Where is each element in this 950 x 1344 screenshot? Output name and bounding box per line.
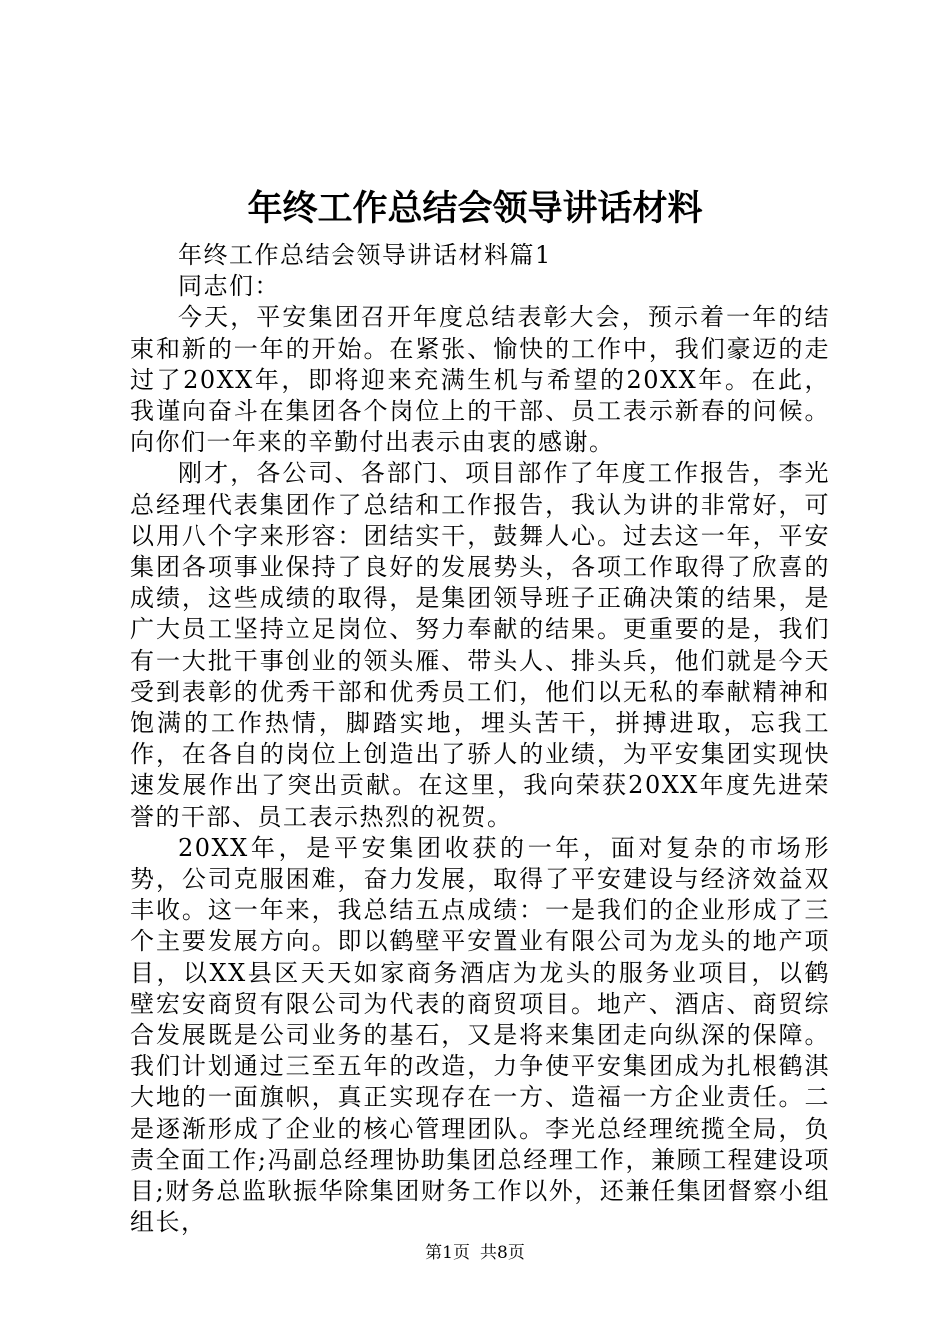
section-subtitle: 年终工作总结会领导讲话材料篇1 [178, 241, 552, 269]
page-total: 共8页 [480, 1243, 525, 1263]
paragraph-1: 今天，平安集团召开年度总结表彰大会，预示着一年的结束和新的一年的开始。在紧张、愉快的工作中，我们豪迈的走过了20XX年，即将迎来充满生机与希望的20XX年。在此，我谨向奋斗在集团各个岗位上的干部、员工表示新春的问候。向你们一年来的辛勤付出表示由衷的感谢。 [130, 303, 830, 457]
document-body [130, 240, 830, 1239]
page-number: 第1页 [425, 1243, 470, 1263]
page-footer [0, 1242, 950, 1264]
greeting: 同志们： [178, 272, 280, 301]
document-title: 年终工作总结会领导讲话材料 [247, 189, 703, 229]
paragraph-3: 20XX年，是平安集团收获的一年，面对复杂的市场形势，公司克服困难，奋力发展，取得了平安建设与经济效益双丰收。这一年来，我总结五点成绩：一是我们的企业形成了三个主要发展方向。即以鹤壁平安置业有限公司为龙头的地产项目，以XX县区天天如家商务酒店为龙头的服务业项目，以鹤壁宏安商贸有限公司为代表的商贸项目。地产、酒店、商贸综合发展既是公司业务的基石，又是将来集团走向纵深的保障。我们计划通过三至五年的改造，力争使平安集团成为扎根鹤淇大地的一面旗帜，真正实现存在一方、造福一方企业责任。二是逐渐形成了企业的核心管理团队。李光总经理统揽全局，负责全面工作;冯副总经理协助集团总经理工作，兼顾工程建设项目;财务总监耿振华除集团财务工作以外，还兼任集团督察小组组长， [130, 833, 830, 1237]
paragraph-2: 刚才，各公司、各部门、项目部作了年度工作报告，李光总经理代表集团作了总结和工作报告，我认为讲的非常好，可以用八个字来形容：团结实干，鼓舞人心。过去这一年，平安集团各项事业保持了良好的发展势头，各项工作取得了欣喜的成绩，这些成绩的取得，是集团领导班子正确决策的结果，是广大员工坚持立足岗位、努力奉献的结果。更重要的是，我们有一大批干事创业的领头雁、带头人、排头兵，他们就是今天受到表彰的优秀干部和优秀员工们，他们以无私的奉献精神和饱满的工作热情，脚踏实地，埋头苦干，拼搏进取，忘我工作，在各自的岗位上创造出了骄人的业绩，为平安集团实现快速发展作出了突出贡献。在这里，我向荣获20XX年度先进荣誉的干部、员工表示热烈的祝贺。 [130, 459, 830, 831]
